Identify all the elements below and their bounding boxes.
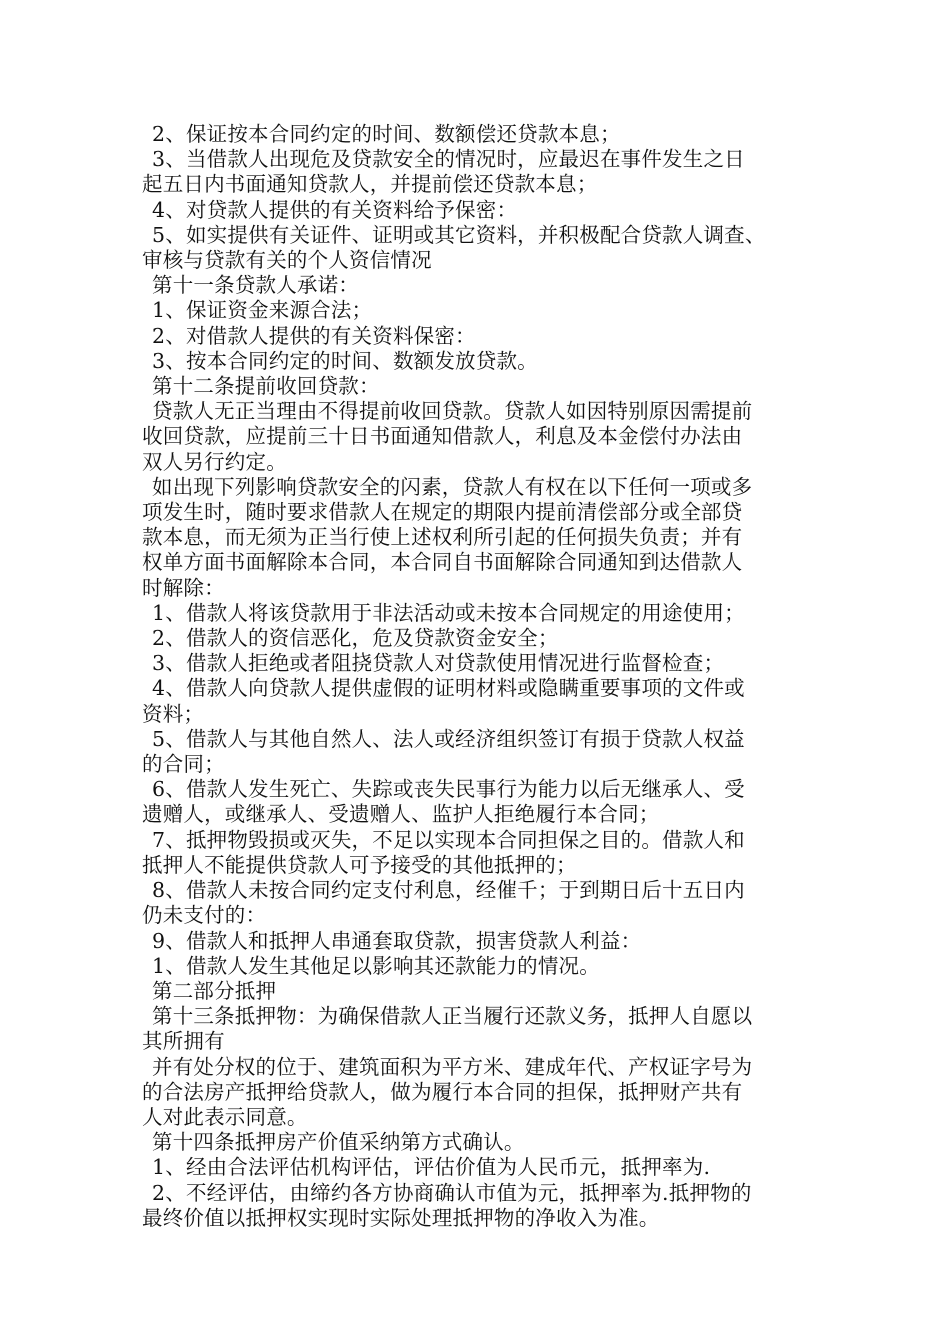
text-line: 3、借款人拒绝或者阻挠贷款人对贷款使用情况进行监督检查；	[152, 651, 725, 676]
text-line: 时解除：	[142, 575, 225, 600]
text-line: 款本息，而无须为正当行使上述权利所引起的任何损失负责；并有	[142, 525, 743, 550]
text-line: 2、借款人的资信恶化，危及贷款资金安全；	[152, 626, 559, 651]
text-line: 第二部分抵押	[152, 978, 277, 1003]
text-line: 1、借款人将该贷款用于非法活动或未按本合同规定的用途使用；	[152, 600, 745, 625]
text-line: 第十三条抵押物：为确保借款人正当履行还款义务，抵押人自愿以	[152, 1004, 753, 1029]
text-line: 第十一条贷款人承诺：	[152, 273, 359, 298]
text-line: 1、借款人发生其他足以影响其还款能力的情况。	[152, 953, 600, 978]
text-line: 2、保证按本合同约定的时间、数额偿还贷款本息；	[152, 122, 621, 146]
text-line: 审核与贷款有关的个人资信情况	[142, 248, 432, 273]
text-line: 5、借款人与其他自然人、法人或经济组织签订有损于贷款人权益	[152, 726, 745, 751]
text-line: 资料；	[142, 701, 205, 726]
text-line: 起五日内书面通知贷款人，并提前偿还贷款本息；	[142, 172, 598, 197]
text-line: 4、对贷款人提供的有关资料给予保密：	[152, 197, 518, 222]
text-line: 并有处分权的位于、建筑面积为平方米、建成年代、产权证字号为	[152, 1054, 753, 1079]
text-line: 3、当借款人出现危及贷款安全的情况时，应最迟在事件发生之日	[152, 147, 745, 172]
text-line: 仍未支付的：	[142, 903, 267, 928]
text-line: 9、借款人和抵押人串通套取贷款，损害贷款人利益：	[152, 928, 642, 953]
text-line: 抵押人不能提供贷款人可予接受的其他抵押的；	[142, 852, 577, 877]
text-line: 第十四条抵押房产价值采纳第方式确认。	[152, 1130, 525, 1155]
text-line: 最终价值以抵押权实现时实际处理抵押物的净收入为准。	[142, 1205, 660, 1230]
text-line: 2、对借款人提供的有关资料保密：	[152, 323, 476, 348]
text-line: 的合法房产抵押给贷款人，做为履行本合同的担保，抵押财产共有	[142, 1079, 743, 1104]
text-line: 3、按本合同约定的时间、数额发放贷款。	[152, 348, 538, 373]
text-line: 8、借款人未按合同约定支付利息，经催千；于到期日后十五日内	[152, 878, 745, 903]
text-line: 第十二条提前收回贷款：	[152, 374, 380, 399]
text-line: 权单方面书面解除本合同，本合同自书面解除合同通知到达借款人	[142, 550, 743, 575]
text-line: 人对此表示同意。	[142, 1104, 308, 1129]
text-line: 5、如实提供有关证件、证明或其它资料，并积极配合贷款人调查、	[152, 222, 766, 247]
text-line: 遗赠人，或继承人、受遗赠人、监护人拒绝履行本合同；	[142, 802, 660, 827]
text-line: 贷款人无正当理由不得提前收回贷款。贷款人如因特别原因需提前	[152, 399, 753, 424]
text-line: 其所拥有	[142, 1029, 225, 1054]
text-line: 项发生时，随时要求借款人在规定的期限内提前清偿部分或全部贷	[142, 500, 743, 525]
text-line: 6、借款人发生死亡、失踪或丧失民事行为能力以后无继承人、受	[152, 777, 745, 802]
text-line: 1、保证资金来源合法；	[152, 298, 373, 323]
text-line: 7、抵押物毁损或灭失，不足以实现本合同担保之目的。借款人和	[152, 827, 745, 852]
text-line: 1、经由合法评估机构评估，评估价值为人民币元，抵押率为.	[152, 1155, 711, 1180]
text-line: 如出现下列影响贷款安全的闪素，贷款人有权在以下任何一项或多	[152, 474, 753, 499]
text-line: 的合同；	[142, 752, 225, 777]
text-line: 收回贷款，应提前三十日书面通知借款人，利息及本金偿付办法由	[142, 424, 743, 449]
text-line: 双人另行约定。	[142, 449, 287, 474]
text-line: 2、不经评估，由缔约各方协商确认市值为元，抵押率为.抵押物的	[152, 1180, 752, 1205]
text-line: 4、借款人向贷款人提供虚假的证明材料或隐瞒重要事项的文件或	[152, 676, 745, 701]
contract-page	[142, 122, 818, 1231]
